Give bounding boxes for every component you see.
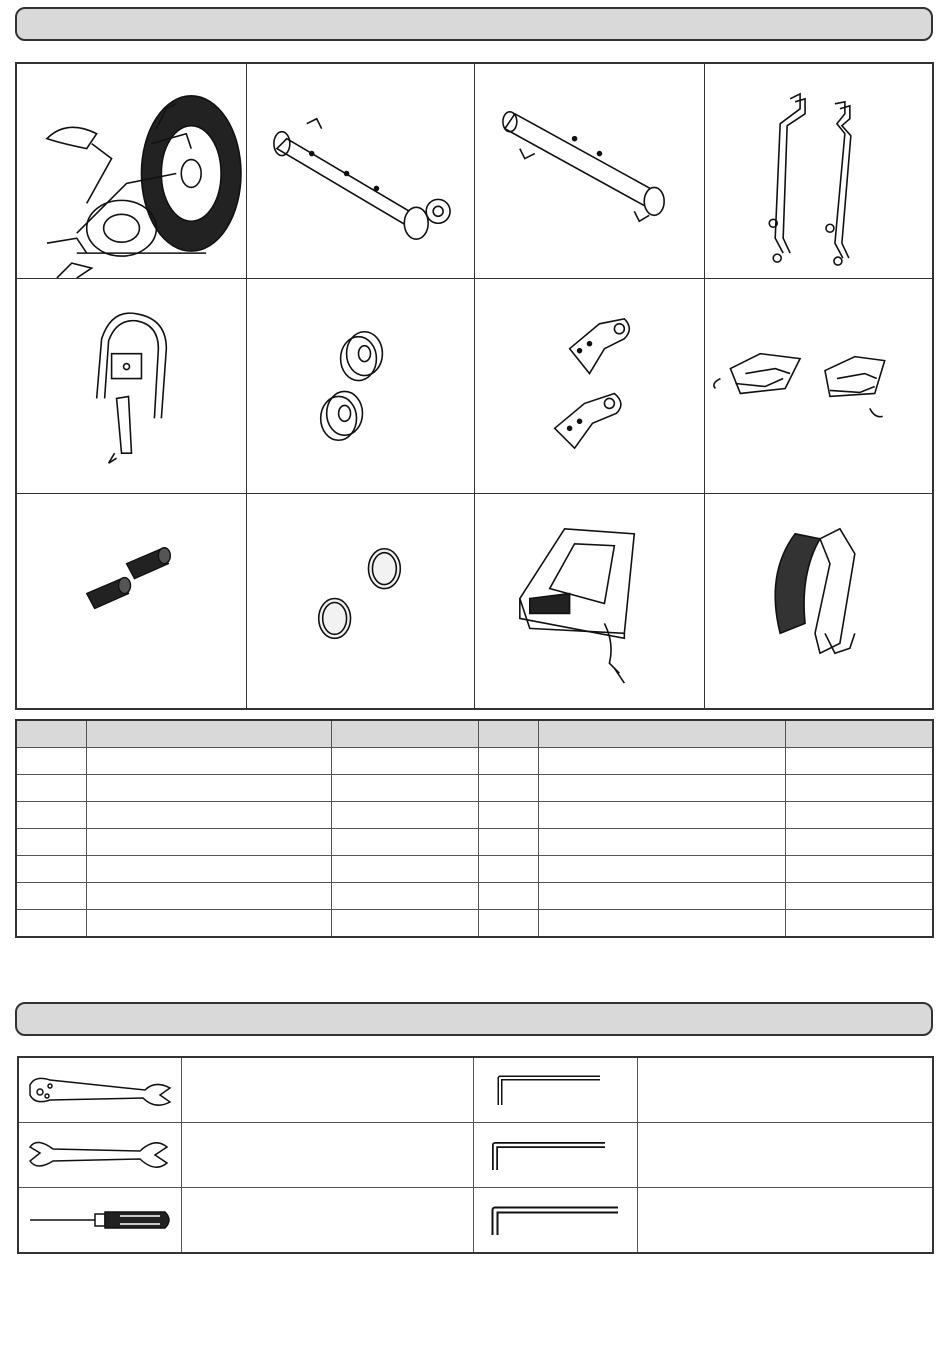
table-cell (538, 802, 785, 829)
table-cell (538, 829, 785, 856)
tool-label (638, 1188, 933, 1254)
header-cell (478, 720, 538, 748)
tool-image-cell (474, 1057, 638, 1123)
allen-key-medium-icon (480, 1135, 630, 1175)
table-row (16, 910, 933, 938)
tool-image-cell (18, 1123, 182, 1188)
header-cell (785, 720, 933, 748)
tool-image-cell (18, 1057, 182, 1123)
table-cell (478, 748, 538, 775)
part-cell-console (475, 494, 705, 708)
table-cell (785, 802, 933, 829)
pedal-pair-icon (705, 279, 932, 493)
part-cell-grips (17, 494, 247, 708)
table-cell (16, 910, 86, 938)
table-cell (331, 829, 478, 856)
table-row (16, 775, 933, 802)
part-cell-handlebars (705, 64, 932, 279)
table-cell (86, 802, 331, 829)
spacer-washer-icon (247, 279, 474, 493)
allen-key-small-icon (480, 1070, 630, 1110)
table-cell (16, 883, 86, 910)
table-cell (478, 802, 538, 829)
header-cell (538, 720, 785, 748)
table-cell (785, 883, 933, 910)
tool-image-cell (474, 1188, 638, 1254)
handlebar-pair-icon (705, 64, 932, 278)
foam-grip-icon (17, 494, 246, 708)
table-cell (16, 802, 86, 829)
console-icon (475, 494, 704, 708)
table-cell (785, 775, 933, 802)
tool-label (638, 1123, 933, 1188)
table-cell (331, 910, 478, 938)
parts-list-table (15, 719, 934, 938)
part-cell-front-stabilizer (247, 64, 475, 279)
table-cell (785, 748, 933, 775)
bike-frame-icon (17, 64, 246, 278)
tool-label (638, 1057, 933, 1123)
table-cell (86, 829, 331, 856)
part-cell-spacers (247, 279, 475, 494)
rear-stabilizer-icon (475, 64, 704, 278)
table-row (16, 748, 933, 775)
table-cell (86, 775, 331, 802)
table-cell (785, 829, 933, 856)
bottle-holder-icon (705, 494, 932, 708)
part-cell-caps (247, 494, 475, 708)
table-cell (538, 748, 785, 775)
part-cell-pedals (705, 279, 932, 494)
table-cell (331, 883, 478, 910)
table-cell (86, 748, 331, 775)
header-cell (16, 720, 86, 748)
tool-image-cell (18, 1188, 182, 1254)
table-cell (785, 910, 933, 938)
table-cell (538, 856, 785, 883)
tool-label (182, 1188, 474, 1254)
table-cell (785, 856, 933, 883)
table-cell (538, 775, 785, 802)
table-cell (16, 748, 86, 775)
parts-table-header-row (16, 720, 933, 748)
front-stabilizer-icon (247, 64, 474, 278)
table-cell (478, 856, 538, 883)
end-cap-icon (247, 494, 474, 708)
parts-section-header (15, 7, 933, 41)
table-row (16, 829, 933, 856)
tool-image-cell (474, 1123, 638, 1188)
tool-row (18, 1123, 933, 1188)
tool-label (182, 1057, 474, 1123)
tool-row (18, 1057, 933, 1123)
table-row (16, 802, 933, 829)
table-cell (538, 910, 785, 938)
open-end-wrench-icon (25, 1135, 175, 1175)
part-cell-bottle-holder (705, 494, 932, 708)
tools-section-header (15, 1002, 933, 1036)
part-cell-bike (17, 64, 247, 279)
part-cell-seat-handle (17, 279, 247, 494)
table-cell (331, 748, 478, 775)
table-cell (86, 883, 331, 910)
table-cell (16, 775, 86, 802)
table-cell (86, 856, 331, 883)
allen-key-large-icon (480, 1200, 630, 1240)
parts-image-grid (15, 62, 934, 710)
seat-post-handle-icon (17, 279, 246, 493)
table-cell (16, 829, 86, 856)
table-row (16, 883, 933, 910)
table-cell (478, 883, 538, 910)
table-cell (331, 856, 478, 883)
multi-wrench-icon (25, 1070, 175, 1110)
table-cell (478, 829, 538, 856)
tool-label (182, 1123, 474, 1188)
table-cell (478, 775, 538, 802)
table-cell (16, 856, 86, 883)
screwdriver-icon (25, 1200, 175, 1240)
part-cell-brackets (475, 279, 705, 494)
table-cell (331, 775, 478, 802)
header-cell (86, 720, 331, 748)
table-cell (478, 910, 538, 938)
table-cell (331, 802, 478, 829)
bracket-plate-icon (475, 279, 704, 493)
tool-row (18, 1188, 933, 1254)
header-cell (331, 720, 478, 748)
tools-table (17, 1056, 934, 1254)
table-row (16, 856, 933, 883)
table-cell (538, 883, 785, 910)
part-cell-rear-stabilizer (475, 64, 705, 279)
table-cell (86, 910, 331, 938)
